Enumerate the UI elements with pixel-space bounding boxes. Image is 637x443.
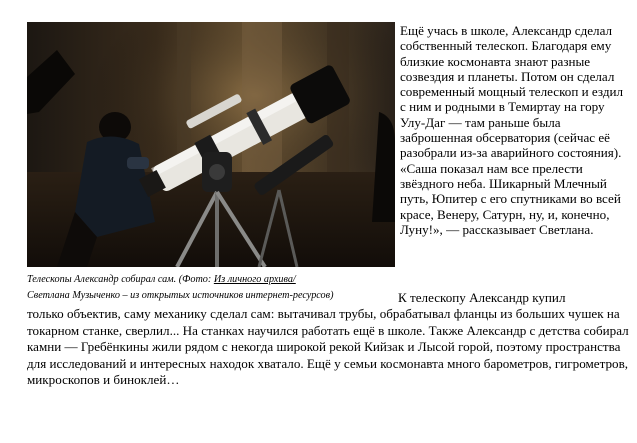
continuation-text: К телескопу Александр купил [398, 290, 566, 305]
side-paragraph: «Саша показал нам все прелести звёздного неба. Шикарный Млечный путь, Юпитер с его спутниками во всей красе, Венеру, Сатурн, ну, и, конечно, Луну!», — рассказывает Светлана. [400, 160, 621, 237]
side-text-column [400, 23, 632, 237]
photo-caption [27, 272, 399, 304]
side-paragraph: Ещё учась в школе, Александр сделал собственный телескоп. Благодаря ему близкие космонавта знают разные созвездия и планеты. Потом он сделал современный мощный телескоп и ездил с ним и родными в Темиртау на гору Улу-Даг — там раньше была заброшенная обсерватория (сейчас её разобрали из-за аварийного состояния). [400, 23, 624, 161]
caption-suffix: Светлана Музыченко – из открытых источников интернет-ресурсов) [27, 290, 334, 301]
caption-link[interactable]: Из личного архива/ [213, 274, 296, 285]
telescope-photo-icon [27, 22, 395, 267]
bottom-paragraph: только объектив, саму механику сделал сам: вытачивал трубы, обрабатывал фланцы из больших чушек на токарном станке, сверлил... На станках научился работать ещё в школе. Также Александр с детства собирал камни — Гребёнкины жили рядом с некогда широкой рекой Кийзак и Лысой горой, поэтому пространства для исследований и интересных находок хватало. Ещё у семьи космонавта много барометров, гигрометров, микроскопов и биноклей… [27, 306, 629, 388]
caption-prefix: Телескопы Александр собирал сам. (Фото: [27, 274, 214, 285]
article-photo [27, 22, 395, 267]
